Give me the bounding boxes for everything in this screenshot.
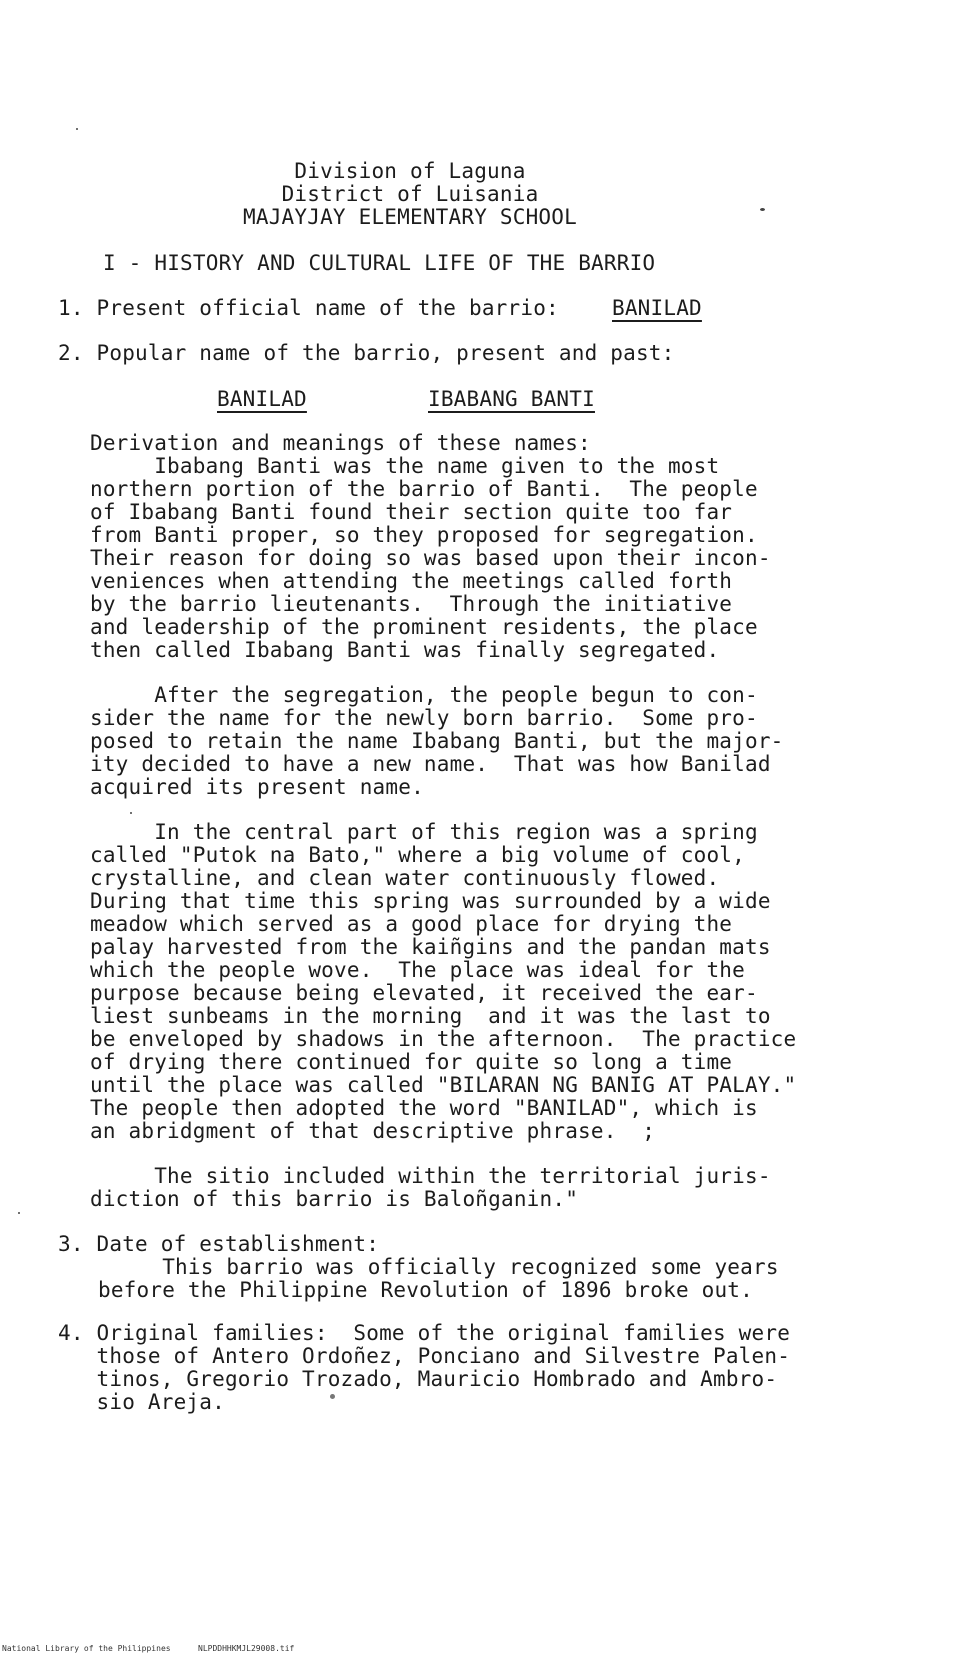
- p4-line: The sitio included within the territorial juris-: [90, 1164, 771, 1188]
- p2-line: ity decided to have a new name. That was how Banilad: [90, 752, 771, 776]
- scan-speck: [76, 128, 78, 130]
- scan-speck: [760, 208, 765, 211]
- footer-file-name: NLPDDHHKMJL29008.tif: [198, 1644, 295, 1653]
- p2-line: posed to retain the name Ibabang Banti, but the major-: [90, 729, 784, 753]
- p3-line: which the people wove. The place was ideal for the: [90, 958, 745, 982]
- p3-line: of drying there continued for quite so long a time: [90, 1050, 733, 1074]
- p3-line: palay harvested from the kaiñgins and the pandan mats: [90, 935, 771, 959]
- p2-line: After the segregation, the people begun to con-: [90, 683, 758, 707]
- p3-line: meadow which served as a good place for drying the: [90, 912, 733, 936]
- p3-line: liest sunbeams in the morning and it was the last to: [90, 1004, 771, 1028]
- p1-line: then called Ibabang Banti was finally segregated.: [90, 638, 720, 662]
- header-district: District of Luisania: [281, 182, 539, 206]
- item4-line: tinos, Gregorio Trozado, Mauricio Hombrado and Ambro-: [58, 1367, 778, 1391]
- p3-line: crystalline, and clean water continuously flowed.: [90, 866, 720, 890]
- p3-line: During that time this spring was surrounded by a wide: [90, 889, 771, 913]
- p3-line: purpose because being elevated, it received the ear-: [90, 981, 758, 1005]
- footer-library-label: National Library of the Philippines: [2, 1644, 171, 1653]
- scan-speck: [130, 812, 132, 814]
- p2-line: acquired its present name.: [90, 775, 424, 799]
- p1-line: by the barrio lieutenants. Through the initiative: [90, 592, 733, 616]
- p1-line: of Ibabang Banti found their section quite too far: [90, 500, 733, 524]
- p1-line: and leadership of the prominent residents, the place: [90, 615, 758, 639]
- item3-line: This barrio was officially recognized some years: [98, 1255, 779, 1279]
- item1-label: 1. Present official name of the barrio:: [58, 296, 559, 320]
- item3-line: before the Philippine Revolution of 1896 broke out.: [98, 1278, 753, 1302]
- item2-label: 2. Popular name of the barrio, present and past:: [58, 341, 675, 365]
- p3-line: be enveloped by shadows in the afternoon. The practice: [90, 1027, 797, 1051]
- p3-line: an abridgment of that descriptive phrase. ;: [90, 1119, 656, 1143]
- item2-name-past: IBABANG BANTI: [428, 387, 595, 411]
- item1-value: BANILAD: [612, 296, 702, 320]
- header-school: MAJAYJAY ELEMENTARY SCHOOL: [243, 205, 577, 229]
- p2-line: sider the name for the newly born barrio. Some pro-: [90, 706, 758, 730]
- p3-line: The people then adopted the word "BANILAD", which is: [90, 1096, 758, 1120]
- p1-line: Ibabang Banti was the name given to the most: [90, 454, 720, 478]
- p1-line: northern portion of the barrio of Banti. The people: [90, 477, 758, 501]
- p4-line: diction of this barrio is Baloñganin.": [90, 1187, 579, 1211]
- item3-label: 3. Date of establishment:: [58, 1232, 380, 1256]
- item2-name-present: BANILAD: [217, 387, 307, 411]
- p1-line: from Banti proper, so they proposed for segregation.: [90, 523, 758, 547]
- item4-line: those of Antero Ordoñez, Ponciano and Silvestre Palen-: [58, 1344, 791, 1368]
- p3-line: until the place was called "BILARAN NG BANIG AT PALAY.": [90, 1073, 797, 1097]
- p1-line: Their reason for doing so was based upon their incon-: [90, 546, 771, 570]
- p3-line: In the central part of this region was a spring: [90, 820, 758, 844]
- scan-speck: [18, 1212, 20, 1214]
- item4-line: sio Areja.: [58, 1390, 225, 1414]
- p3-line: called "Putok na Bato," where a big volume of cool,: [90, 843, 745, 867]
- scan-speck: [330, 1394, 335, 1399]
- derivation-heading: Derivation and meanings of these names:: [90, 431, 591, 455]
- p1-line: veniences when attending the meetings called forth: [90, 569, 733, 593]
- section-title: I - HISTORY AND CULTURAL LIFE OF THE BARRIO: [103, 251, 656, 275]
- item4-line: 4. Original families: Some of the original families were: [58, 1321, 791, 1345]
- header-division: Division of Laguna: [294, 159, 526, 183]
